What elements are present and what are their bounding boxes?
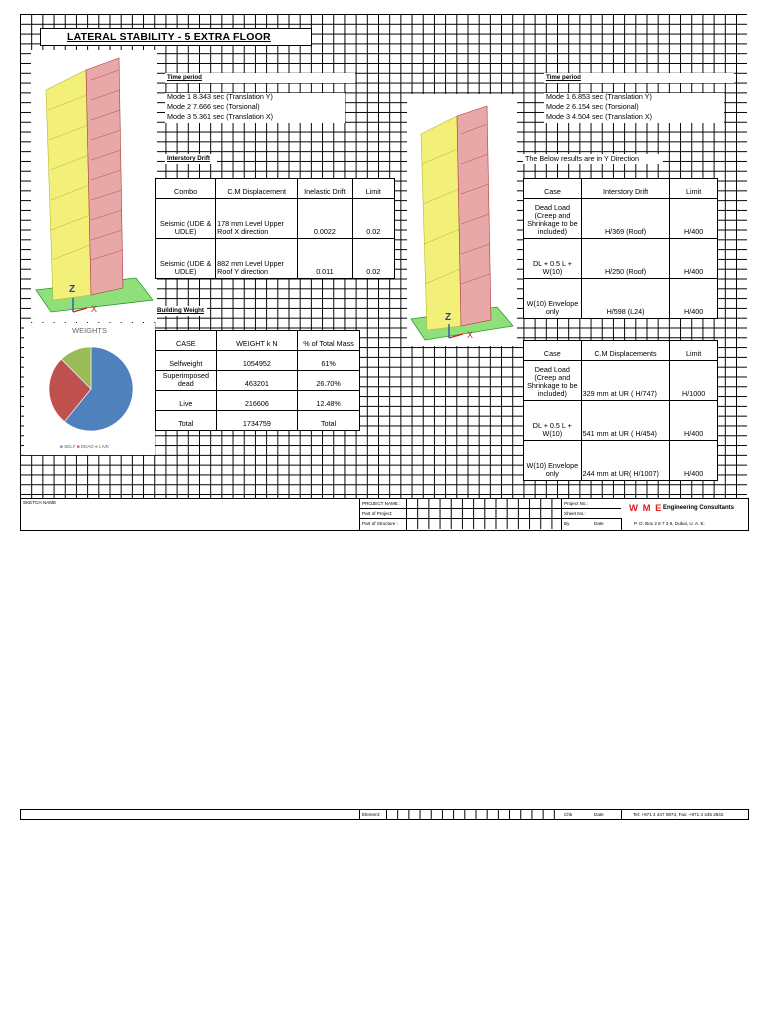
weight-row4-case: Total: [156, 411, 217, 431]
right-disp-row2-displacement: 541 mm at UR ( H/454): [581, 401, 670, 441]
building-weight-label: Building Weight: [157, 307, 204, 314]
weight-row1-percent: 61%: [298, 351, 360, 371]
title-block-divider-3: [561, 499, 562, 530]
strip-divider-2: [621, 810, 622, 819]
title-block-cells: [406, 499, 561, 529]
right-drift-row3-drift: H/598 (L24): [581, 279, 669, 319]
element-strip: [20, 809, 749, 820]
weight-row3-percent: 12.48%: [298, 391, 360, 411]
weight-row1-case: Selfweight: [156, 351, 217, 371]
title-block-divider-1: [359, 499, 360, 530]
company-address: P. O. Box 2 6 7 3 9, Dubai, U. A. E.: [634, 521, 705, 526]
pie-legend: [60, 443, 109, 451]
tower-3d-model-right: [407, 94, 517, 346]
weight-row2-value: 463201: [216, 371, 297, 391]
left-drift-row2-drift: 0.011: [298, 239, 352, 279]
left-drift-label: Interstory Drift: [167, 155, 210, 162]
pie-legend-swatch-dead: ■: [76, 444, 80, 449]
right-drift-header-drift: Interstory Drift: [581, 179, 669, 199]
weight-row4-percent: Total: [298, 411, 360, 431]
right-displacement-table: [523, 340, 718, 481]
left-drift-row1-combo: Seismic (UDE & UDLE): [156, 199, 216, 239]
left-drift-row2-combo: Seismic (UDE & UDLE): [156, 239, 216, 279]
right-disp-row2-limit: H/400: [670, 401, 718, 441]
right-drift-row2-limit: H/400: [670, 239, 718, 279]
strip-cells: [386, 810, 561, 819]
right-drift-table: [523, 178, 718, 319]
building-weight-label-box: [155, 306, 207, 316]
left-time-period-label: Time period: [167, 74, 202, 81]
project-name-label: PROJECT NAME :: [362, 501, 401, 506]
company-name: Engineering Consultants: [663, 505, 735, 511]
left-mode-2: Mode 2 7.666 sec (Torsional): [167, 102, 260, 111]
svg-text:X: X: [91, 304, 98, 314]
calculation-sheet: [20, 14, 747, 529]
weight-header-weight: WEIGHT k N: [216, 331, 297, 351]
sheet-title: LATERAL STABILITY - 5 EXTRA FLOOR: [67, 31, 271, 43]
right-drift-row2-case: DL + 0.5 L + W(10): [524, 239, 582, 279]
pie-legend-swatch-live: ■: [94, 444, 98, 449]
sketch-name-label: SKETCH NAME: [23, 500, 57, 505]
right-drift-row2-drift: H/250 (Roof): [581, 239, 669, 279]
tower-3d-model-left: [31, 50, 157, 322]
company-mark: W M E: [629, 503, 663, 514]
part-of-project-label: Part of Project:: [362, 511, 393, 516]
right-disp-row3-case: W(10) Envelope only: [524, 441, 582, 481]
building-model-right: [407, 94, 517, 346]
pie-legend-live: LIVE: [99, 444, 109, 449]
right-disp-row3-displacement: 244 mm at UR( H/1007): [581, 441, 670, 481]
left-drift-row2-displacement: 882 mm Level Upper Roof Y direction: [216, 239, 298, 279]
weight-row4-value: 1734759: [216, 411, 297, 431]
right-disp-header-limit: Limit: [670, 341, 718, 361]
left-drift-header-drift: Inelastic Drift: [298, 179, 352, 199]
weight-header-percent: % of Total Mass: [298, 331, 360, 351]
right-mode-3: Mode 3 4.504 sec (Translation X): [546, 112, 653, 121]
right-note-box: [523, 154, 663, 164]
right-mode-2: Mode 2 6.154 sec (Torsional): [546, 102, 639, 111]
strip-divider-1: [359, 810, 360, 819]
right-drift-row3-limit: H/400: [670, 279, 718, 319]
left-mode-1: Mode 1 8.343 sec (Translation Y): [167, 92, 273, 101]
by-label: By: [564, 521, 570, 526]
left-mode-3: Mode 3 5.361 sec (Translation X): [167, 112, 274, 121]
right-drift-header-limit: Limit: [670, 179, 718, 199]
right-disp-row1-case: Dead Load (Creep and Shrinkage to be included): [524, 361, 582, 401]
building-model-left: [31, 50, 157, 322]
project-no-label: Project No.:: [564, 501, 588, 506]
weights-pie-panel: [24, 323, 155, 455]
right-disp-row1-displacement: 329 mm at UR ( H/747): [581, 361, 670, 401]
right-time-period-box: [544, 73, 734, 83]
part-of-structure-label: Part of Structure :: [362, 521, 398, 526]
right-disp-header-displacement: C.M Displacements: [581, 341, 670, 361]
weight-row1-value: 1054952: [216, 351, 297, 371]
right-disp-header-case: Case: [524, 341, 582, 361]
pie-title: WEIGHTS: [72, 326, 107, 335]
svg-text:Z: Z: [69, 284, 76, 295]
company-logo-box: [621, 499, 748, 518]
strip-date-label: Date: [594, 812, 604, 817]
weight-header-case: CASE: [156, 331, 217, 351]
weight-row2-percent: 26.70%: [298, 371, 360, 391]
left-time-period-box: [165, 73, 355, 83]
left-drift-row1-displacement: 178 mm Level Upper Roof X direction: [216, 199, 298, 239]
right-mode-1: Mode 1 6.853 sec (Translation Y): [546, 92, 652, 101]
right-disp-row1-limit: H/1000: [670, 361, 718, 401]
left-drift-row2-limit: 0.02: [352, 239, 394, 279]
right-modes-box: [544, 93, 724, 123]
left-drift-header-limit: Limit: [352, 179, 394, 199]
pie-legend-swatch-self: ■: [60, 444, 63, 449]
right-drift-row1-case: Dead Load (Creep and Shrinkage to be included): [524, 199, 582, 239]
left-drift-row1-limit: 0.02: [352, 199, 394, 239]
right-direction-note: The Below results are in Y Direction: [525, 154, 639, 163]
contact-info: Tel: +971 4 447 0874, Fax: +971 4 445 2642: [633, 812, 724, 817]
pie-chart: [24, 323, 155, 455]
right-time-period-label: Time period: [546, 74, 581, 81]
sheet-no-label: Sheet No.:: [564, 511, 586, 516]
chk-label: Chk: [564, 812, 573, 817]
right-disp-row2-case: DL + 0.5 L + W(10): [524, 401, 582, 441]
pie-legend-dead: DEAD: [80, 444, 94, 449]
left-drift-label-box: [165, 154, 217, 164]
weight-row3-case: Live: [156, 391, 217, 411]
weight-row2-case: Superimposed dead: [156, 371, 217, 391]
right-drift-row1-drift: H/369 (Roof): [581, 199, 669, 239]
left-modes-box: [165, 93, 345, 123]
left-drift-row1-drift: 0.0022: [298, 199, 352, 239]
right-drift-row1-limit: H/400: [670, 199, 718, 239]
element-label: Element:: [362, 812, 381, 817]
pie-legend-self: SELF: [64, 444, 76, 449]
sheet-title-box: [40, 28, 312, 46]
right-drift-header-case: Case: [524, 179, 582, 199]
svg-text:X: X: [467, 330, 474, 340]
left-drift-table: [155, 178, 395, 279]
svg-text:Z: Z: [445, 312, 452, 323]
weight-row3-value: 216606: [216, 391, 297, 411]
left-drift-header-displacement: C.M Displacement: [216, 179, 298, 199]
right-disp-row3-limit: H/400: [670, 441, 718, 481]
left-drift-header-combo: Combo: [156, 179, 216, 199]
date-label: Date: [594, 521, 604, 526]
right-drift-row3-case: W(10) Envelope only: [524, 279, 582, 319]
building-weight-table: [155, 330, 360, 431]
title-block: [20, 498, 749, 531]
